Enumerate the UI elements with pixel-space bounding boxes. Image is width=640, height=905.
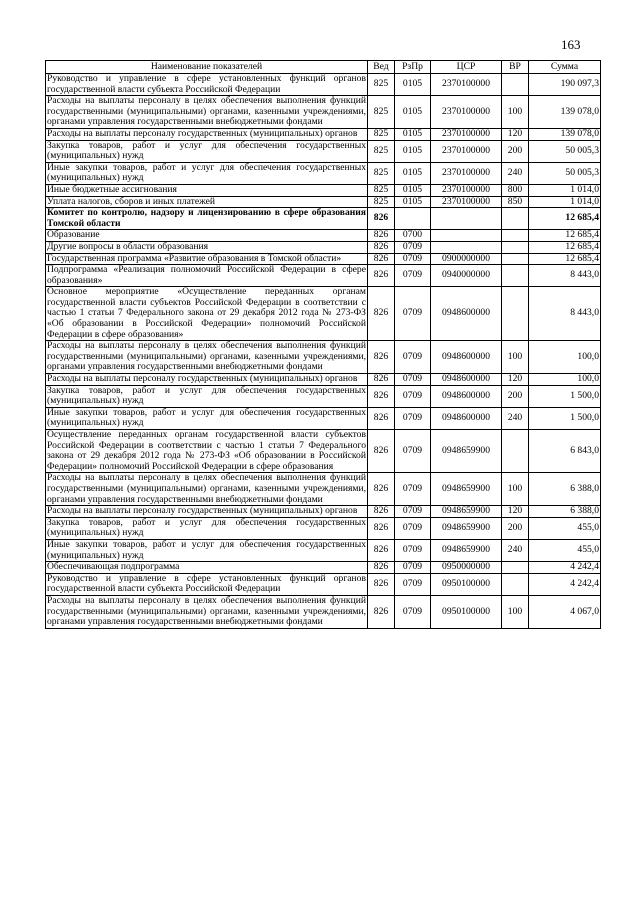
row-ved: 826 xyxy=(368,341,395,374)
row-vr: 240 xyxy=(502,407,529,429)
table-row xyxy=(46,253,601,265)
row-sum: 1 500,0 xyxy=(529,407,601,429)
row-name: Государственная программа «Развитие образования в Томской области» xyxy=(46,253,368,265)
row-rzpr: 0709 xyxy=(395,506,431,518)
row-csr: 2370100000 xyxy=(431,196,502,208)
row-ved: 825 xyxy=(368,96,395,129)
row-vr: 240 xyxy=(502,539,529,561)
row-name: Другие вопросы в области образования xyxy=(46,241,368,253)
row-vr: 800 xyxy=(502,184,529,196)
budget-table xyxy=(45,60,601,629)
row-vr: 100 xyxy=(502,96,529,129)
row-rzpr: 0709 xyxy=(395,595,431,628)
row-rzpr: 0709 xyxy=(395,241,431,253)
row-vr xyxy=(502,241,529,253)
page-number: 163 xyxy=(561,37,581,52)
row-vr: 200 xyxy=(502,385,529,407)
row-sum: 4 067,0 xyxy=(529,595,601,628)
row-csr: 0948600000 xyxy=(431,407,502,429)
header-sum: Сумма xyxy=(529,61,601,74)
row-vr xyxy=(502,74,529,96)
row-name: Расходы на выплаты персоналу государственных (муниципальных) органов xyxy=(46,128,368,140)
row-csr: 0900000000 xyxy=(431,253,502,265)
row-sum: 6 388,0 xyxy=(529,473,601,506)
row-csr xyxy=(431,208,502,230)
row-sum: 190 097,3 xyxy=(529,74,601,96)
row-ved: 826 xyxy=(368,562,395,574)
row-ved: 826 xyxy=(368,253,395,265)
row-sum: 6 843,0 xyxy=(529,430,601,473)
row-name: Расходы на выплаты персоналу государственных (муниципальных) органов xyxy=(46,506,368,518)
row-name: Руководство и управление в сфере установленных функций органов государственной власти субъекта Российской Федерации xyxy=(47,73,366,95)
row-ved: 826 xyxy=(368,230,395,242)
table-row xyxy=(46,196,601,208)
row-sum: 100,0 xyxy=(529,341,601,374)
row-ved: 826 xyxy=(368,265,395,287)
row-csr: 0948600000 xyxy=(431,385,502,407)
table-row xyxy=(46,208,601,230)
row-csr: 0948600000 xyxy=(431,341,502,374)
row-sum: 1 014,0 xyxy=(529,196,601,208)
row-ved: 826 xyxy=(368,287,395,341)
table-row xyxy=(46,184,601,196)
table-row xyxy=(46,473,601,506)
row-vr xyxy=(502,230,529,242)
row-sum: 100,0 xyxy=(529,374,601,386)
row-name: Осуществление переданных органам государственной власти субъектов Российской Федерации в соответствии с частью 1 статьи 7 Федерального закона от 29 декабря 2012 года № 273-ФЗ «Об образовании в Российской Федерации» полномочий Российской Федерации в сфере образования xyxy=(47,429,366,472)
row-csr: 0940000000 xyxy=(431,265,502,287)
row-rzpr: 0709 xyxy=(395,385,431,407)
row-ved: 826 xyxy=(368,517,395,539)
row-rzpr: 0709 xyxy=(395,473,431,506)
row-sum: 50 005,3 xyxy=(529,162,601,184)
row-vr xyxy=(502,573,529,595)
row-sum: 8 443,0 xyxy=(529,287,601,341)
row-rzpr: 0709 xyxy=(395,253,431,265)
table-row xyxy=(46,506,601,518)
row-ved: 826 xyxy=(368,473,395,506)
row-name: Иные закупки товаров, работ и услуг для обеспечения государственных (муниципальных) нужд xyxy=(47,161,366,184)
row-csr: 2370100000 xyxy=(431,140,502,162)
row-vr: 850 xyxy=(502,196,529,208)
row-sum: 455,0 xyxy=(529,539,601,561)
row-ved: 825 xyxy=(368,162,395,184)
row-ved: 826 xyxy=(368,595,395,628)
row-rzpr: 0105 xyxy=(395,184,431,196)
row-name: Расходы на выплаты персоналу в целях обеспечения выполнения функций государственными (муниципальными) органами, казенными учреждениями, органами управления государственными внебюджетными фондами xyxy=(47,594,366,628)
table-row xyxy=(46,539,601,561)
row-csr: 2370100000 xyxy=(431,162,502,184)
row-vr: 120 xyxy=(502,506,529,518)
row-ved: 826 xyxy=(368,241,395,253)
row-csr: 0948659900 xyxy=(431,539,502,561)
table-header-row xyxy=(46,61,601,74)
table-row xyxy=(46,128,601,140)
row-csr: 2370100000 xyxy=(431,128,502,140)
row-csr: 0948659900 xyxy=(431,430,502,473)
header-rzpr: РзПр xyxy=(395,61,431,74)
row-vr: 240 xyxy=(502,162,529,184)
row-rzpr: 0709 xyxy=(395,265,431,287)
row-rzpr: 0709 xyxy=(395,341,431,374)
row-sum: 12 685,4 xyxy=(529,241,601,253)
table-row xyxy=(46,573,601,595)
table-row xyxy=(46,341,601,374)
row-vr: 120 xyxy=(502,374,529,386)
table-row xyxy=(46,140,601,162)
row-vr xyxy=(502,208,529,230)
row-name: Закупка товаров, работ и услуг для обеспечения государственных (муниципальных) нужд xyxy=(47,516,366,539)
row-rzpr: 0105 xyxy=(395,128,431,140)
row-ved: 825 xyxy=(368,74,395,96)
row-name: Комитет по контролю, надзору и лицензированию в сфере образования Томской области xyxy=(47,207,366,229)
row-vr: 100 xyxy=(502,473,529,506)
table-row xyxy=(46,241,601,253)
row-csr xyxy=(431,241,502,253)
row-name: Расходы на выплаты персоналу в целях обеспечения выполнения функций государственными (муниципальными) органами, казенными учреждениями, органами управления государственными внебюджетными фондами xyxy=(47,340,366,373)
header-csr: ЦСР xyxy=(431,61,502,74)
row-ved: 826 xyxy=(368,506,395,518)
header-vr: ВР xyxy=(502,61,529,74)
table-row xyxy=(46,265,601,287)
row-csr: 0948659900 xyxy=(431,473,502,506)
row-rzpr: 0105 xyxy=(395,140,431,162)
row-sum: 6 388,0 xyxy=(529,506,601,518)
row-ved: 826 xyxy=(368,430,395,473)
row-vr xyxy=(502,287,529,341)
row-ved: 825 xyxy=(368,128,395,140)
row-name: Основное мероприятие «Осуществление переданных органам государственной власти субъектов Российской Федерации в соответствии с частью 1 статьи 7 Федерального закона от 29 декабря 2012 года № 273-ФЗ «Об образовании в Российской Федерации» полномочий Российской Федерации в сфере образования» xyxy=(47,286,366,340)
row-sum: 12 685,4 xyxy=(529,230,601,242)
row-rzpr: 0105 xyxy=(395,196,431,208)
row-csr: 0948600000 xyxy=(431,287,502,341)
row-name: Закупка товаров, работ и услуг для обеспечения государственных (муниципальных) нужд xyxy=(47,384,366,407)
row-sum: 139 078,0 xyxy=(529,96,601,129)
row-sum: 50 005,3 xyxy=(529,140,601,162)
row-sum: 1 014,0 xyxy=(529,184,601,196)
row-sum: 4 242,4 xyxy=(529,573,601,595)
row-name: Образование xyxy=(46,230,368,242)
row-vr: 120 xyxy=(502,128,529,140)
row-vr xyxy=(502,253,529,265)
row-sum: 4 242,4 xyxy=(529,562,601,574)
table-row xyxy=(46,517,601,539)
row-rzpr: 0105 xyxy=(395,74,431,96)
row-vr: 100 xyxy=(502,595,529,628)
table-row xyxy=(46,96,601,129)
row-vr: 200 xyxy=(502,140,529,162)
table-body xyxy=(46,74,601,629)
row-name: Иные закупки товаров, работ и услуг для обеспечения государственных (муниципальных) нужд xyxy=(47,538,366,561)
row-name: Расходы на выплаты персоналу государственных (муниципальных) органов xyxy=(46,374,368,386)
table-row xyxy=(46,385,601,407)
row-rzpr: 0709 xyxy=(395,374,431,386)
row-name: Иные бюджетные ассигнования xyxy=(46,184,368,196)
row-sum: 1 500,0 xyxy=(529,385,601,407)
row-sum: 8 443,0 xyxy=(529,265,601,287)
row-ved: 825 xyxy=(368,196,395,208)
row-rzpr: 0105 xyxy=(395,96,431,129)
row-ved: 826 xyxy=(368,573,395,595)
row-csr: 0950100000 xyxy=(431,573,502,595)
table-row xyxy=(46,595,601,628)
row-rzpr: 0709 xyxy=(395,430,431,473)
row-csr: 0948659900 xyxy=(431,517,502,539)
row-ved: 826 xyxy=(368,374,395,386)
table-row xyxy=(46,562,601,574)
row-rzpr: 0709 xyxy=(395,562,431,574)
row-name: Подпрограмма «Реализация полномочий Российской Федерации в сфере образования» xyxy=(47,264,366,286)
row-vr xyxy=(502,562,529,574)
row-name: Руководство и управление в сфере установленных функций органов государственной власти субъекта Российской Федерации xyxy=(47,572,366,595)
row-name: Обеспечивающая подпрограмма xyxy=(46,562,368,574)
row-rzpr: 0709 xyxy=(395,517,431,539)
row-name: Уплата налогов, сборов и иных платежей xyxy=(46,196,368,208)
row-sum: 12 685,4 xyxy=(529,208,601,230)
row-sum: 12 685,4 xyxy=(529,253,601,265)
row-vr: 200 xyxy=(502,517,529,539)
row-name: Иные закупки товаров, работ и услуг для обеспечения государственных (муниципальных) нужд xyxy=(47,406,366,429)
row-rzpr: 0700 xyxy=(395,230,431,242)
row-csr: 2370100000 xyxy=(431,184,502,196)
table-row xyxy=(46,407,601,429)
row-sum: 139 078,0 xyxy=(529,128,601,140)
row-csr xyxy=(431,230,502,242)
table-row xyxy=(46,287,601,341)
row-vr: 100 xyxy=(502,341,529,374)
row-rzpr: 0709 xyxy=(395,573,431,595)
table-row xyxy=(46,74,601,96)
header-ved: Вед xyxy=(368,61,395,74)
row-rzpr: 0709 xyxy=(395,407,431,429)
row-ved: 826 xyxy=(368,407,395,429)
row-name: Расходы на выплаты персоналу в целях обеспечения выполнения функций государственными (муниципальными) органами, казенными учреждениями, органами управления государственными внебюджетными фондами xyxy=(47,472,366,505)
row-ved: 826 xyxy=(368,208,395,230)
row-rzpr: 0709 xyxy=(395,287,431,341)
row-csr: 0950000000 xyxy=(431,562,502,574)
row-ved: 825 xyxy=(368,184,395,196)
row-sum: 455,0 xyxy=(529,517,601,539)
row-ved: 826 xyxy=(368,539,395,561)
row-csr: 0950100000 xyxy=(431,595,502,628)
row-rzpr: 0105 xyxy=(395,162,431,184)
row-name: Расходы на выплаты персоналу в целях обеспечения выполнения функций государственными (муниципальными) органами, казенными учреждениями, органами управления государственными внебюджетными фондами xyxy=(47,95,366,128)
table-row xyxy=(46,162,601,184)
table-row xyxy=(46,374,601,386)
row-ved: 825 xyxy=(368,140,395,162)
table-row xyxy=(46,430,601,473)
header-name: Наименование показателей xyxy=(46,61,368,74)
row-csr: 2370100000 xyxy=(431,74,502,96)
row-ved: 826 xyxy=(368,385,395,407)
row-csr: 0948659900 xyxy=(431,506,502,518)
row-csr: 2370100000 xyxy=(431,96,502,129)
row-csr: 0948600000 xyxy=(431,374,502,386)
row-vr xyxy=(502,265,529,287)
row-name: Закупка товаров, работ и услуг для обеспечения государственных (муниципальных) нужд xyxy=(47,139,366,162)
table-row xyxy=(46,230,601,242)
row-rzpr xyxy=(395,208,431,230)
row-rzpr: 0709 xyxy=(395,539,431,561)
row-vr xyxy=(502,430,529,473)
